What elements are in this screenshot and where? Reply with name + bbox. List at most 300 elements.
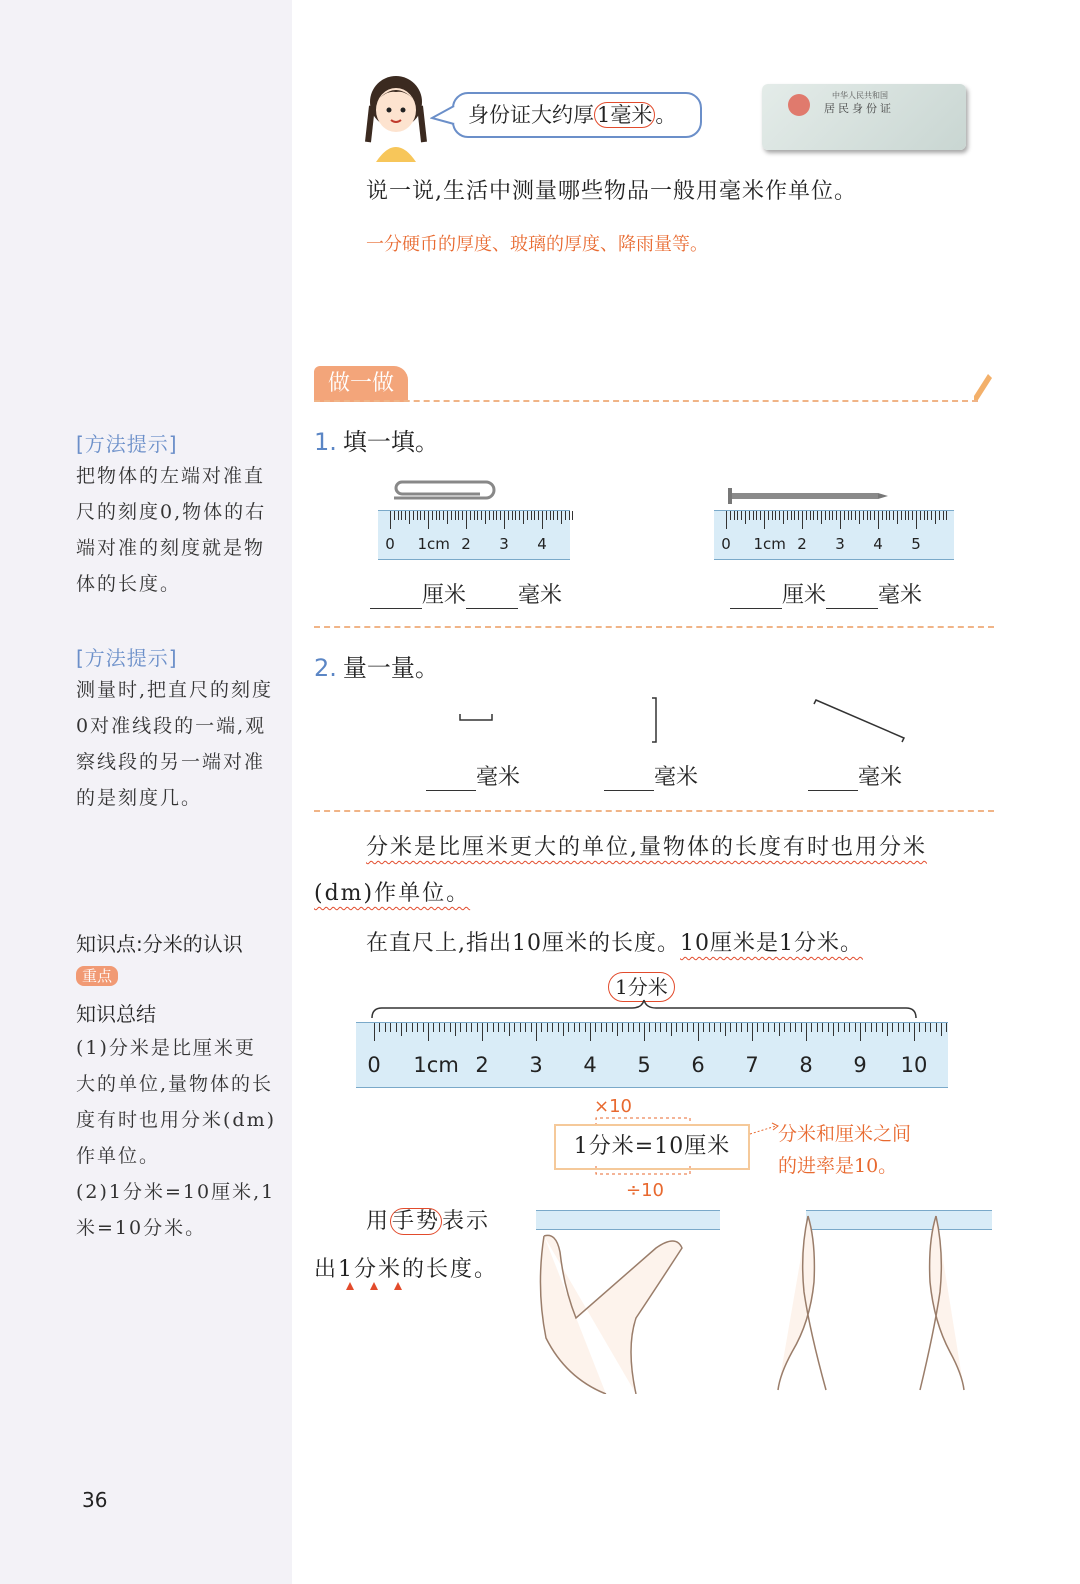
brace-icon — [370, 998, 918, 1020]
ruler-tick — [801, 1023, 802, 1032]
ruler-tick — [504, 1023, 505, 1032]
ruler-tick — [779, 511, 780, 520]
bubble-text: 身份证大约厚 — [468, 103, 594, 127]
ruler-tick — [527, 511, 528, 520]
ruler-tick — [655, 1023, 656, 1032]
ruler-tick — [682, 1023, 683, 1032]
ruler-tick — [470, 511, 471, 520]
ruler-tick — [865, 1023, 866, 1032]
ruler-label: 1cm — [413, 1053, 459, 1077]
ruler-tick — [908, 511, 909, 520]
knowledge-point-title: 知识点:分米的认识 — [76, 932, 243, 956]
ruler-tick — [741, 511, 742, 520]
ruler-tick — [585, 1023, 586, 1032]
ruler-tick — [734, 511, 735, 520]
equation-box: 1分米=10厘米 — [554, 1124, 750, 1170]
q2-answer-c — [808, 760, 902, 791]
ruler-tick — [893, 511, 894, 520]
ruler-tick — [924, 511, 925, 520]
segment-c — [814, 700, 904, 742]
ruler-tick — [760, 511, 761, 520]
ruler-tick — [676, 1023, 677, 1032]
ruler-tick — [671, 1023, 672, 1036]
ruler-tick — [474, 511, 475, 520]
ruler-tick — [832, 511, 833, 520]
ruler-tick — [764, 511, 765, 529]
ruler-label: 4 — [873, 535, 883, 553]
ruler-tick — [821, 511, 822, 524]
ruler-tick — [565, 511, 566, 520]
ruler-tick — [405, 511, 406, 520]
hand-pinch-icon — [536, 1228, 716, 1394]
ruler-tick — [401, 511, 402, 520]
ruler-tick — [840, 511, 841, 529]
ruler-tick — [590, 1023, 591, 1041]
ruler-tick — [550, 511, 551, 520]
ruler-label: 0 — [385, 535, 395, 553]
ruler-tick — [628, 1023, 629, 1032]
ruler-tick — [534, 511, 535, 520]
ruler-tick — [531, 1023, 532, 1032]
ruler-tick — [601, 1023, 602, 1032]
ruler-tick — [612, 1023, 613, 1032]
ruler-tick — [811, 1023, 812, 1032]
ruler-tick — [424, 511, 425, 520]
ruler-tick — [500, 511, 501, 520]
blank-mm-b[interactable] — [826, 608, 878, 609]
ruler-tick — [552, 1023, 553, 1032]
ruler-tick — [817, 511, 818, 520]
dm-para2-text: 在直尺上,指出10厘米的长度。 — [366, 931, 680, 956]
ruler-tick — [829, 511, 830, 520]
id-card-line2: 居民身份证 — [824, 102, 894, 115]
blank-seg-a[interactable] — [426, 790, 476, 791]
ruler-tick — [836, 511, 837, 520]
ruler-tick — [810, 511, 811, 520]
ruler-tick — [703, 1023, 704, 1032]
section-header-do: 做一做 — [314, 366, 408, 402]
bubble-circled-text: 1毫米 — [594, 102, 655, 128]
dm-para2-emph: 10厘米是1分米。 — [680, 931, 863, 956]
summary-item-2: (2)1分米=10厘米,1米=10分米。 — [76, 1181, 276, 1239]
ruler-tick — [920, 511, 921, 520]
ruler-tick — [644, 1023, 645, 1041]
ruler-tick — [462, 511, 463, 520]
summary-item-1: (1)分米是比厘米更大的单位,量物体的长度有时也用分米(dm)作单位。 — [76, 1037, 277, 1167]
blank-seg-b[interactable] — [604, 790, 654, 791]
ruler-tick — [451, 511, 452, 520]
segment-a — [460, 714, 492, 720]
segment-b — [652, 698, 656, 742]
note-line2: 的进率是10。 — [778, 1155, 898, 1177]
ruler-a — [378, 510, 570, 560]
blank-mm-a[interactable] — [466, 608, 518, 609]
ruler-label: 2 — [461, 535, 471, 553]
gesture-pre: 用 — [366, 1209, 391, 1234]
q1-text: 填一填。 — [342, 428, 439, 456]
ruler-tick — [536, 1023, 537, 1041]
ruler-tick — [477, 1023, 478, 1032]
ruler-tick — [390, 1023, 391, 1032]
ruler-tick — [579, 1023, 580, 1032]
ruler-tick — [546, 511, 547, 520]
ruler-tick — [698, 1023, 699, 1041]
method-tip-title-1: [方法提示] — [76, 432, 178, 456]
ruler-label: 7 — [745, 1053, 759, 1077]
ruler-tick — [622, 1023, 623, 1032]
question-text: 说一说,生活中测量哪些物品一般用毫米作单位。 — [366, 179, 857, 204]
ruler-tick — [889, 511, 890, 520]
ruler-label: 5 — [911, 535, 921, 553]
method-tip-body-2: 测量时,把直尺的刻度0对准线段的一端,观察线段的另一端对准的是刻度几。 — [76, 679, 274, 809]
ruler-tick — [855, 1023, 856, 1032]
ruler-tick — [525, 1023, 526, 1032]
method-tip-body-1: 把物体的左端对准直尺的刻度0,物体的右端对准的刻度就是物体的长度。 — [76, 465, 267, 595]
ruler-tick — [828, 1023, 829, 1032]
line-segments — [440, 690, 940, 750]
ruler-tick — [547, 1023, 548, 1032]
q2-answer-b — [604, 760, 698, 791]
ruler-tick — [660, 1023, 661, 1032]
ruler-tick — [737, 511, 738, 520]
ruler-tick — [458, 511, 459, 520]
ruler-tick — [806, 1023, 807, 1041]
ruler-label: 1cm — [753, 535, 786, 553]
ruler-label: 6 — [691, 1053, 705, 1077]
ruler-tick — [844, 511, 845, 520]
ruler-tick — [714, 1023, 715, 1032]
blank-cm-b[interactable] — [730, 608, 782, 609]
emblem-icon — [788, 94, 810, 116]
ruler-tick — [455, 511, 456, 520]
arrow-dotted-icon — [748, 1122, 780, 1136]
ruler-tick — [855, 511, 856, 520]
q2-answer-a — [426, 760, 520, 791]
ruler-label: 2 — [797, 535, 807, 553]
ruler-tick — [939, 511, 940, 520]
q1-heading — [314, 422, 439, 457]
ruler-tick — [730, 1023, 731, 1032]
unit-mm-a: 毫米 — [518, 583, 563, 608]
ruler-tick — [905, 511, 906, 520]
ruler-tick — [413, 511, 414, 520]
ruler-tick — [542, 511, 543, 529]
ruler-tick — [763, 1023, 764, 1032]
ruler-tick — [423, 1023, 424, 1032]
ruler-label: 5 — [637, 1053, 651, 1077]
blank-cm-a[interactable] — [370, 608, 422, 609]
ruler-tick — [409, 511, 410, 524]
blank-seg-c[interactable] — [808, 790, 858, 791]
ruler-tick — [385, 1023, 386, 1032]
ruler-tick — [439, 511, 440, 520]
ruler-tick — [874, 511, 875, 520]
ruler-tick — [649, 1023, 650, 1032]
ruler-tick — [863, 511, 864, 520]
ruler-tick — [848, 511, 849, 520]
ruler-tick — [936, 1023, 937, 1032]
ruler-tick — [756, 511, 757, 520]
ruler-tick — [512, 511, 513, 520]
ruler-tick — [849, 1023, 850, 1032]
ruler-tick — [406, 1023, 407, 1032]
ruler-tick — [417, 511, 418, 520]
pencil-icon — [970, 372, 994, 404]
ruler-tick — [574, 1023, 575, 1032]
ruler-tick — [436, 511, 437, 520]
ruler-tick — [851, 511, 852, 520]
unit-mm-b: 毫米 — [878, 583, 923, 608]
ruler-tick — [859, 511, 860, 524]
ruler-tick — [876, 1023, 877, 1032]
ruler-tick — [825, 511, 826, 520]
ruler-b — [714, 510, 954, 560]
ruler-tick — [687, 1023, 688, 1032]
ruler-tick — [493, 511, 494, 520]
ruler-tick — [838, 1023, 839, 1032]
page-number: 36 — [82, 1488, 108, 1512]
q1-number: 1. — [314, 428, 337, 456]
ruler-tick — [487, 1023, 488, 1032]
brace-label: 1分米 — [608, 972, 675, 1002]
ruler-tick — [417, 1023, 418, 1032]
ruler-tick — [514, 1023, 515, 1032]
ruler-tick — [882, 1023, 883, 1032]
ruler-tick — [374, 1023, 375, 1041]
method-tip-title-2: [方法提示] — [76, 646, 178, 670]
q1-answer-a — [370, 578, 562, 609]
ruler-tick — [790, 1023, 791, 1032]
q2-heading — [314, 648, 439, 683]
ruler-tick — [519, 511, 520, 520]
ruler-tick — [563, 1023, 564, 1036]
ruler-tick — [460, 1023, 461, 1032]
ruler-tick — [871, 1023, 872, 1032]
ruler-tick — [757, 1023, 758, 1032]
ruler-tick — [927, 511, 928, 520]
ruler-tick — [455, 1023, 456, 1036]
gesture-line1 — [366, 1204, 490, 1235]
ruler-label: 4 — [537, 535, 547, 553]
ruler-tick — [919, 1023, 920, 1032]
ruler-label: 0 — [721, 535, 731, 553]
ruler-tick — [787, 511, 788, 520]
ruler-tick — [931, 511, 932, 520]
gesture-post: 表示 — [442, 1209, 491, 1234]
ruler-tick — [833, 1023, 834, 1036]
ruler-tick — [784, 1023, 785, 1032]
q2-text: 量一量。 — [342, 654, 439, 682]
ruler-tick — [520, 1023, 521, 1032]
unit-seg-a: 毫米 — [476, 765, 521, 790]
times-ten-label — [594, 1096, 632, 1117]
conversion-note — [778, 1118, 911, 1182]
ruler-tick — [617, 1023, 618, 1036]
dm-para1-line1-text: 分米是比厘米更大的单位,量物体的长度有时也用分米 — [366, 835, 927, 860]
ruler-tick — [379, 1023, 380, 1032]
ruler-tick — [390, 511, 391, 529]
ruler-tick — [882, 511, 883, 520]
ruler-tick — [886, 511, 887, 520]
ruler-tick — [523, 511, 524, 524]
ruler-tick — [561, 511, 562, 524]
ruler-tick — [471, 1023, 472, 1032]
ruler-tick — [914, 1023, 915, 1041]
dm-para1-line2 — [314, 876, 470, 907]
ruler-label: 8 — [799, 1053, 813, 1077]
ruler-tick — [498, 1023, 499, 1032]
ruler-tick — [508, 511, 509, 520]
ruler-tick — [795, 1023, 796, 1032]
id-card-line1: 中华人民共和国 — [832, 91, 888, 100]
ruler-tick — [538, 511, 539, 520]
ruler-tick — [775, 511, 776, 520]
ruler-tick — [844, 1023, 845, 1032]
ruler-tick — [515, 511, 516, 520]
ruler-tick — [412, 1023, 413, 1032]
ruler-label: 4 — [583, 1053, 597, 1077]
ruler-tick — [772, 511, 773, 520]
ruler-tick — [892, 1023, 893, 1032]
ruler-tick — [736, 1023, 737, 1032]
divider-q2 — [314, 810, 994, 812]
ruler-tick — [813, 511, 814, 520]
small-ruler-left — [536, 1210, 720, 1230]
nail-icon — [724, 486, 890, 506]
summary-title: 知识总结 — [76, 1002, 156, 1026]
ruler-tick — [870, 511, 871, 520]
gesture-circled: 手势 — [392, 1209, 441, 1234]
ruler-tick — [398, 511, 399, 520]
unit-seg-b: 毫米 — [654, 765, 699, 790]
dm-para1-line2-text: (dm)作单位。 — [314, 881, 471, 906]
ruler-tick — [822, 1023, 823, 1032]
ruler-tick — [666, 1023, 667, 1032]
ruler-tick — [791, 511, 792, 520]
ruler-tick — [946, 511, 947, 520]
ruler-tick — [432, 511, 433, 520]
ruler-tick — [887, 1023, 888, 1036]
ruler-tick — [477, 511, 478, 520]
ruler-tick — [745, 511, 746, 524]
ruler-tick — [930, 1023, 931, 1032]
ruler-tick — [450, 1023, 451, 1032]
ruler-label: 10 — [900, 1053, 928, 1077]
divider-q1 — [314, 626, 994, 628]
ruler-tick — [768, 1023, 769, 1032]
dm-para1-line1 — [366, 830, 927, 861]
ruler-tick — [394, 511, 395, 520]
ruler-tick — [726, 511, 727, 529]
q2-number: 2. — [314, 654, 337, 682]
ruler-tick — [568, 1023, 569, 1032]
ruler-label: 3 — [835, 535, 845, 553]
ruler-tick — [720, 1023, 721, 1032]
ruler-tick — [798, 511, 799, 520]
ruler-tick — [943, 511, 944, 520]
gesture-line2: 出1分米的长度。 — [314, 1257, 498, 1282]
ruler-tick — [779, 1023, 780, 1036]
ruler-tick — [633, 1023, 634, 1032]
ruler-tick — [558, 1023, 559, 1032]
ruler-tick — [428, 511, 429, 529]
ruler-tick — [946, 1023, 947, 1032]
ruler-tick — [541, 1023, 542, 1032]
ruler-tick — [878, 511, 879, 529]
speech-bubble — [452, 92, 702, 138]
ruler-tick — [867, 511, 868, 520]
ruler-tick — [941, 1023, 942, 1036]
ruler-tick — [909, 1023, 910, 1032]
ruler-tick — [639, 1023, 640, 1032]
ruler-tick — [595, 1023, 596, 1032]
ruler-tick — [504, 511, 505, 529]
ruler-tick — [466, 511, 467, 529]
ruler-tick — [572, 511, 573, 520]
ruler-decimeter — [356, 1022, 948, 1088]
key-point-badge: 重点 — [76, 966, 118, 986]
ruler-tick — [396, 1023, 397, 1032]
bubble-tail-icon — [430, 104, 456, 128]
ruler-tick — [482, 1023, 483, 1041]
ruler-tick — [485, 511, 486, 524]
ruler-tick — [509, 1023, 510, 1036]
ruler-label: 3 — [529, 1053, 543, 1077]
dm-para2 — [366, 926, 863, 957]
ruler-tick — [693, 1023, 694, 1032]
times-ten: ×10 — [594, 1096, 632, 1117]
ruler-label: 9 — [853, 1053, 867, 1077]
section-divider — [314, 400, 978, 402]
ruler-tick — [447, 511, 448, 524]
ruler-tick — [774, 1023, 775, 1032]
ruler-tick — [606, 1023, 607, 1032]
id-card-image — [762, 84, 966, 150]
ruler-tick — [428, 1023, 429, 1041]
ruler-tick — [709, 1023, 710, 1032]
q1-answer-b — [730, 578, 922, 609]
unit-seg-c: 毫米 — [858, 765, 903, 790]
ruler-tick — [806, 511, 807, 520]
ruler-label: 1cm — [417, 535, 450, 553]
ruler-label: 0 — [367, 1053, 381, 1077]
ruler-tick — [730, 511, 731, 520]
ruler-tick — [860, 1023, 861, 1041]
ruler-tick — [903, 1023, 904, 1032]
ruler-tick — [898, 1023, 899, 1032]
ruler-tick — [439, 1023, 440, 1032]
ruler-tick — [569, 511, 570, 520]
ruler-tick — [557, 511, 558, 520]
ruler-tick — [443, 511, 444, 520]
divide-ten-label — [626, 1180, 664, 1201]
ruler-tick — [935, 511, 936, 524]
bubble-suffix: 。 — [655, 103, 677, 127]
ruler-label: 2 — [475, 1053, 489, 1077]
ruler-tick — [817, 1023, 818, 1032]
ruler-tick — [768, 511, 769, 520]
ruler-tick — [466, 1023, 467, 1032]
ruler-tick — [752, 1023, 753, 1041]
ruler-tick — [783, 511, 784, 524]
emphasis-triangles-icon — [340, 1280, 410, 1292]
girl-avatar-icon — [362, 72, 430, 162]
ruler-tick — [749, 511, 750, 520]
unit-cm-a: 厘米 — [422, 583, 467, 608]
ruler-tick — [916, 511, 917, 529]
ruler-tick — [496, 511, 497, 520]
ruler-tick — [489, 511, 490, 520]
